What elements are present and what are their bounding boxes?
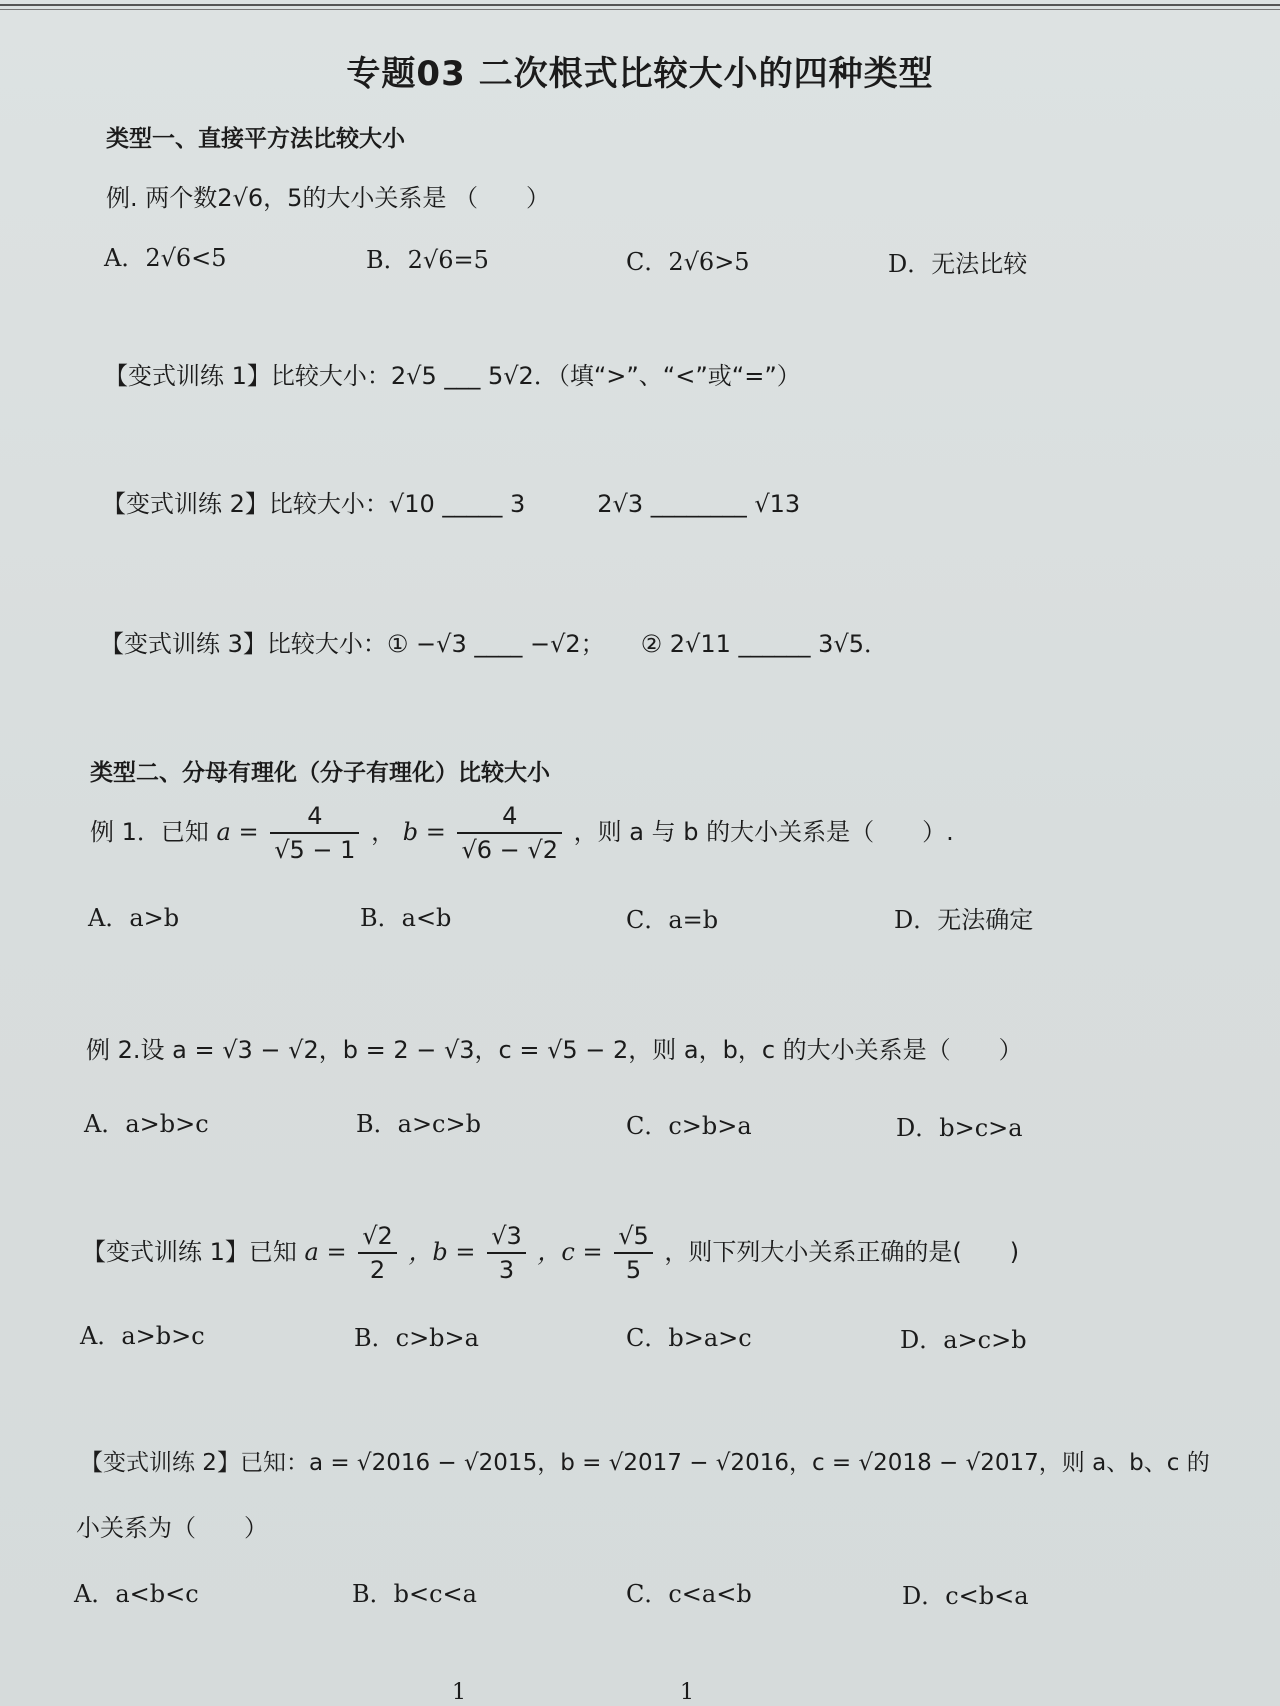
example1-a-numerator: 4 [270,802,359,834]
drill1-c-lhs: ，c = [537,1238,603,1266]
example2-option-a: A．a>b>c [84,1110,209,1138]
drill1-c-numerator: √5 [614,1222,653,1254]
drill2-option-b: B．b<c<a [352,1580,477,1608]
section-heading-type2: 类型二、分母有理化（分子有理化）比较大小 [90,760,550,786]
example1-a-denominator: √5 − 1 [274,836,356,864]
drill1-suffix: ，则下列大小关系正确的是( ) [664,1238,1020,1266]
example1-b-denominator: √6 − √2 [461,836,558,864]
example1-separator: ， [371,818,396,846]
drill1-option-d: D．a>c>b [900,1326,1027,1354]
footer-mark-left: 1 [452,1680,466,1705]
type1-option-d: D．无法比较 [888,250,1028,278]
drill1-b-denominator: 3 [498,1256,515,1284]
type2-drill1 [82,1222,1019,1284]
drill2-option-a: A．a<b<c [74,1580,199,1608]
drill1-option-b: B．c>b>a [354,1324,479,1352]
drill2-option-c: C．c<a<b [626,1580,752,1608]
drill1-prefix: 【变式训练 1】已知 [82,1238,297,1266]
drill1-a-denominator: 2 [369,1256,386,1284]
example1-option-b: B．a<b [360,904,452,932]
drill1-a-lhs: a = [304,1238,347,1266]
example1-option-c: C．a=b [626,906,719,934]
drill2-option-d: D．c<b<a [902,1582,1029,1610]
type1-example: 例. 两个数2√6，5的大小关系是 （ ） [106,184,550,212]
type1-drill3: 【变式训练 3】比较大小：① −√3 ____ −√2； ② 2√11 ______ 3√5． [100,630,888,658]
example1-a-fraction [270,802,359,864]
footer-mark-right: 1 [680,1680,694,1705]
type2-example1 [90,802,954,864]
drill1-c-fraction [614,1222,653,1284]
drill1-a-numerator: √2 [358,1222,397,1254]
top-rule-thin [0,9,1280,10]
type1-drill1: 【变式训练 1】比较大小：2√5 ___ 5√2．（填“>”、“<”或“=”） [104,362,801,390]
page-title: 专题03 二次根式比较大小的四种类型 [346,54,934,94]
type2-drill2-line1: 【变式训练 2】已知：a = √2016 − √2015，b = √2017 − √2016，c = √2018 − √2017，则 a、b、c 的 [80,1450,1210,1476]
section-heading-type1: 类型一、直接平方法比较大小 [106,126,405,152]
drill1-option-a: A．a>b>c [80,1322,205,1350]
example1-b-numerator: 4 [457,802,562,834]
example2-option-c: C．c>b>a [626,1112,752,1140]
example1-option-a: A．a>b [88,904,180,932]
example1-b-fraction [457,802,562,864]
top-rule [0,4,1280,6]
drill1-a-fraction [358,1222,397,1284]
drill1-c-denominator: 5 [625,1256,642,1284]
example1-prefix: 例 1．已知 [90,818,209,846]
example1-suffix: ，则 a 与 b 的大小关系是（ ）. [573,818,954,846]
type1-option-a: A．2√6<5 [104,244,227,272]
example1-a-lhs: a = [216,818,259,846]
example2-option-b: B．a>c>b [356,1110,481,1138]
type1-option-c: C．2√6>5 [626,248,750,276]
type1-drill2: 【变式训练 2】比较大小：√10 _____ 3 2√3 ________ √13 [102,490,801,518]
type2-drill2-line2: 小关系为（ ） [76,1514,268,1542]
drill1-b-fraction [487,1222,526,1284]
example1-b-lhs: b = [402,818,446,846]
type2-example2: 例 2.设 a = √3 − √2，b = 2 − √3，c = √5 − 2，则 a，b，c 的大小关系是（ ） [86,1036,1023,1064]
example2-option-d: D．b>c>a [896,1114,1023,1142]
example1-option-d: D．无法确定 [894,906,1034,934]
drill1-option-c: C．b>a>c [626,1324,752,1352]
type1-option-b: B．2√6=5 [366,246,489,274]
drill1-b-lhs: ，b = [408,1238,476,1266]
drill1-b-numerator: √3 [487,1222,526,1254]
